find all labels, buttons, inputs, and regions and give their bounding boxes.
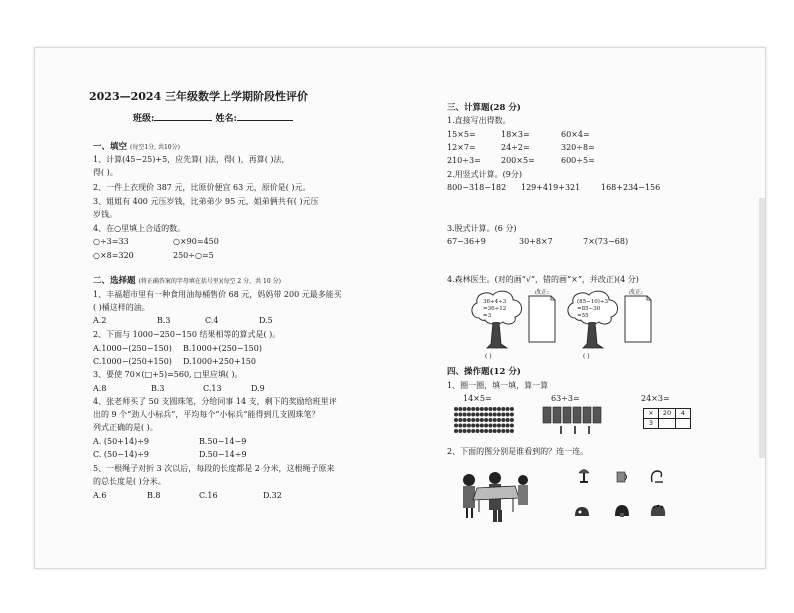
table-col-2: 4 (680, 409, 686, 417)
kettle-view-icon (649, 468, 665, 484)
answer-paper-2-icon (623, 294, 653, 344)
tree-2-line-2: =85−30 (577, 306, 601, 312)
section-3-heading: 三、计算题(28 分) (447, 103, 521, 113)
check-bracket-2: ( ) (583, 353, 590, 360)
head-back-view-icon-3 (649, 504, 667, 518)
vertical-calc-1: 800−318−182 (447, 183, 507, 192)
q3-opt-c: C.13 (203, 384, 222, 393)
q4-opt-d: D.50−14÷9 (199, 450, 247, 459)
q3-opt-b: B.3 (151, 384, 165, 393)
tree-2-line-1: (85−10)÷3 (577, 299, 609, 305)
calc-r3-c2: 200×5= (501, 156, 535, 165)
calc-r1-c3: 60×4= (561, 130, 590, 139)
mixed-calc-1: 67−36+9 (447, 237, 486, 246)
q4-line-2: 出的 9 个“劲人小标兵”，平均每个“小标兵”能得到几支圆珠笔？ (93, 410, 320, 419)
class-name-line (133, 112, 293, 124)
scan-edge-shadow (759, 198, 765, 458)
s3-sub-4: 4.森林医生。(对的画“√”，错的画“×”，并改正)(4 分) (447, 275, 639, 284)
calc-r3-c3: 600÷5= (561, 156, 595, 165)
s4-sub-1: 1、圈一圈，填一填，算一算 (447, 381, 549, 390)
tree-1-line-2: =36÷12 (483, 306, 507, 312)
q4-line-1: 4、张老师买了 50 支圆珠笔，分给同事 14 支，剩下的奖励给班里评 (93, 397, 337, 406)
q3-line: 3、要使 70×(□+5)=560, □里应填( )。 (93, 370, 243, 379)
name-label: 姓名: (215, 114, 237, 124)
s1-line-2: 得( )。 (93, 168, 118, 177)
op-expr-2: 63÷3= (551, 394, 580, 403)
class-label: 班级: (133, 114, 155, 124)
section-1-heading: 一、填空 (每空1分, 共10分) (93, 142, 180, 152)
section-4-heading: 四、操作题(12 分) (447, 367, 521, 377)
table-cell-blank-1 (659, 419, 676, 428)
multiplication-table (643, 408, 691, 429)
calc-r1-c2: 18×3= (501, 130, 530, 139)
table-col-1: 20 (659, 409, 676, 418)
mixed-calc-3: 7×(73−68) (583, 237, 629, 246)
q3-opt-a: A.8 (93, 384, 107, 393)
exam-title: 2023—2024 三年级数学上学期阶段性评价 (89, 90, 309, 103)
q1-opt-d: D.5 (259, 316, 273, 325)
s1-eq-4: 250÷○=5 (173, 251, 214, 260)
vertical-calc-2: 129+419+321 (521, 183, 581, 192)
calc-r2-c2: 24÷2= (501, 143, 530, 152)
q4-line-3: 列式正确的是( )。 (93, 423, 158, 432)
children-at-table-icon (453, 466, 537, 524)
answer-paper-1-icon (527, 294, 557, 344)
q2-opt-a: A.1000−(250−150) (93, 344, 172, 353)
mixed-calc-2: 30+8×7 (519, 237, 553, 246)
vertical-calc-3: 168+234−156 (601, 183, 661, 192)
fix-label-1: 改正: (535, 289, 550, 296)
q1-line-1: 1、丰福超市里有一种食用油每桶售价 68 元，妈妈带 200 元最多能买 (93, 290, 342, 299)
q2-line: 2、下面与 1000−250−150 结果相等的算式是( )。 (93, 330, 281, 339)
q4-opt-b: B.50−14−9 (199, 437, 247, 446)
tree-1-icon (469, 288, 525, 350)
s3-sub-3: 3.脱式计算。(6 分) (447, 224, 517, 233)
q1-opt-a: A.2 (93, 316, 107, 325)
tree-1-line-1: 36÷4÷3 (483, 299, 507, 305)
q2-opt-b: B.1000+(250−150) (183, 344, 262, 353)
q5-line-2: 的总长度是( )分米。 (93, 477, 166, 486)
calc-r3-c1: 210÷3= (447, 156, 481, 165)
s1-eq-2: ○×90=450 (173, 237, 219, 246)
dot-grid-icon (453, 406, 515, 434)
s1-line-4: 3、姐姐有 400 元压岁钱，比弟弟少 95 元，姐弟俩共有( )元压 (93, 197, 319, 206)
calc-r2-c3: 320÷8= (561, 143, 595, 152)
q5-opt-a: A.6 (93, 491, 107, 500)
q4-opt-a: A. (50+14)÷9 (93, 437, 149, 446)
op-expr-1: 14×5= (463, 394, 492, 403)
s1-line-5: 岁钱。 (93, 210, 117, 219)
q5-opt-d: D.32 (263, 491, 282, 500)
s1-eq-3: ○×8=320 (93, 251, 134, 260)
s1-line-6: 4、在○里填上合适的数。 (93, 224, 186, 233)
q3-opt-d: D.9 (251, 384, 265, 393)
calc-r2-c1: 12×7= (447, 143, 476, 152)
s3-sub-2: 2.用竖式计算。(9分) (447, 170, 522, 179)
cup-view-icon (615, 470, 629, 484)
s1-eq-1: ○÷3=33 (93, 237, 129, 246)
tree-2-icon (565, 288, 621, 350)
counting-sticks-icon (541, 405, 613, 435)
q2-opt-c: C.1000−(250+150) (93, 357, 172, 366)
exam-sheet (34, 47, 766, 569)
q1-opt-c: C.4 (205, 316, 219, 325)
q4-opt-c: C. (50−14)÷9 (93, 450, 150, 459)
lamp-front-view-icon (577, 466, 591, 484)
s4-sub-2: 2、下面的图分别是谁看到的？连一连。 (447, 447, 589, 456)
q5-line-1: 5、一根绳子对折 3 次以后，每段的长度都是 2 分米，这根绳子原来 (93, 464, 335, 473)
q2-opt-d: D.1000+250+150 (183, 357, 256, 366)
s1-line-3: 2、一件上衣现价 387 元，比原价便宜 63 元，原价是( )元。 (93, 183, 311, 192)
class-blank (154, 112, 212, 121)
tree-1-line-3: =3 (483, 313, 492, 319)
table-op-cell: × (644, 409, 659, 418)
fix-label-2: 改正: (629, 289, 644, 296)
head-back-view-icon-2 (613, 504, 631, 518)
section-2-heading: 二、选择题 (将正确答案的字母填在括号里)(每空 2 分，共 10 分) (93, 276, 281, 286)
op-expr-3: 24×3= (641, 394, 670, 403)
s1-line-1: 1、计算(45−25)+5，应先算( )法，得( )，再算( )法， (93, 155, 290, 164)
q1-line-2: ( )桶这样的油。 (93, 303, 150, 312)
table-row-1: 3 (644, 419, 659, 428)
head-back-view-icon-1 (573, 506, 591, 518)
q1-opt-b: B.3 (157, 316, 171, 325)
calc-r1-c1: 15×5= (447, 130, 476, 139)
name-blank (237, 112, 293, 121)
tree-2-line-3: =55 (577, 313, 589, 319)
s3-sub-1: 1.直接写出得数。 (447, 116, 511, 125)
q5-opt-c: C.16 (199, 491, 218, 500)
check-bracket-1: ( ) (485, 353, 492, 360)
table-cell-blank-2 (676, 419, 690, 428)
q5-opt-b: B.8 (147, 491, 161, 500)
